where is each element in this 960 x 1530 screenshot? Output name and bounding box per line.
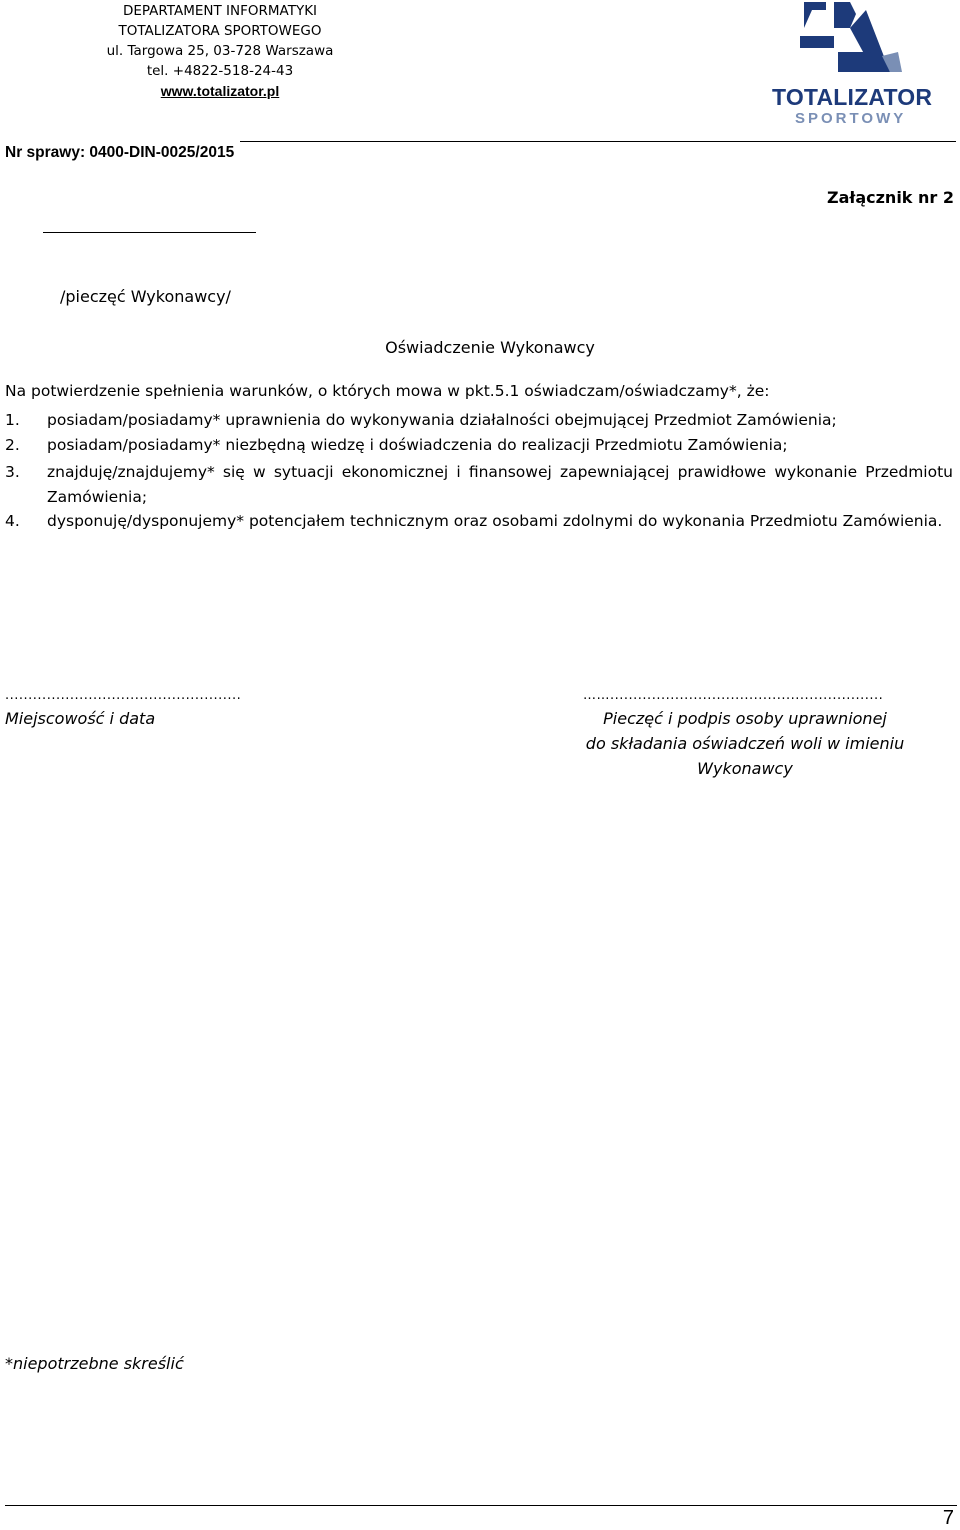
- annex-label: Załącznik nr 2: [827, 188, 954, 207]
- header-website-link[interactable]: www.totalizator.pl: [160, 83, 280, 99]
- header-company: TOTALIZATORA SPORTOWEGO: [118, 23, 322, 39]
- signature-label-line3: Wykonawcy: [697, 759, 793, 778]
- list-item-text: posiadam/posiadamy* uprawnienia do wykonywania działalności obejmującej Przedmiot Zamówienia;: [47, 411, 837, 429]
- footnote: *niepotrzebne skreślić: [5, 1354, 184, 1373]
- place-date-dots: ...................................................: [5, 688, 242, 703]
- totalizator-logo-icon: [790, 0, 905, 82]
- page-number: 7: [942, 1507, 954, 1529]
- list-item-1: [5, 408, 953, 433]
- header-department: DEPARTAMENT INFORMATYKI: [122, 3, 318, 19]
- place-date-label: Miejscowość i data: [5, 709, 156, 728]
- footer-divider: [5, 1505, 957, 1506]
- list-item-3: [5, 460, 953, 510]
- header-divider: [240, 141, 956, 142]
- signature-label-line2: do składania oświadczeń woli w imieniu: [585, 734, 905, 753]
- list-item-4: [5, 509, 953, 534]
- list-item-text: posiadam/posiadamy* niezbędną wiedzę i doświadczenia do realizacji Przedmiotu Zamówienia;: [47, 436, 788, 454]
- stamp-label: /pieczęć Wykonawcy/: [60, 287, 231, 306]
- list-item-number: 1.: [5, 411, 20, 429]
- document-title: Oświadczenie Wykonawcy: [385, 338, 595, 357]
- signature-label-line1: Pieczęć i podpis osoby uprawnionej: [603, 709, 887, 728]
- stamp-line: [43, 232, 256, 233]
- case-number: Nr sprawy: 0400-DIN-0025/2015: [5, 144, 235, 161]
- list-item-text: dysponuję/dysponujemy* potencjałem technicznym oraz osobami zdolnymi do wykonania Przedmiotu Zamówienia.: [47, 512, 943, 530]
- list-item-number: 4.: [5, 512, 20, 530]
- list-item-number: 2.: [5, 436, 20, 454]
- signature-dots: ……...........................................................: [583, 688, 884, 703]
- header-address: ul. Targowa 25, 03-728 Warszawa: [106, 43, 334, 59]
- list-item-text: znajduję/znajdujemy* się w sytuacji ekonomicznej i finansowej zapewniającej prawidłowe wykonanie Przedmiotu Zamówienia;: [47, 463, 953, 506]
- logo-wordmark-secondary: SPORTOWY: [795, 110, 907, 127]
- list-item-2: [5, 433, 953, 458]
- logo-wordmark-primary: TOTALIZATOR: [772, 84, 933, 110]
- header-phone: tel. +4822-518-24-43: [146, 63, 294, 79]
- list-item-number: 3.: [5, 463, 20, 481]
- intro-text: Na potwierdzenie spełnienia warunków, o których mowa w pkt.5.1 oświadczam/oświadczamy*, że:: [5, 382, 770, 400]
